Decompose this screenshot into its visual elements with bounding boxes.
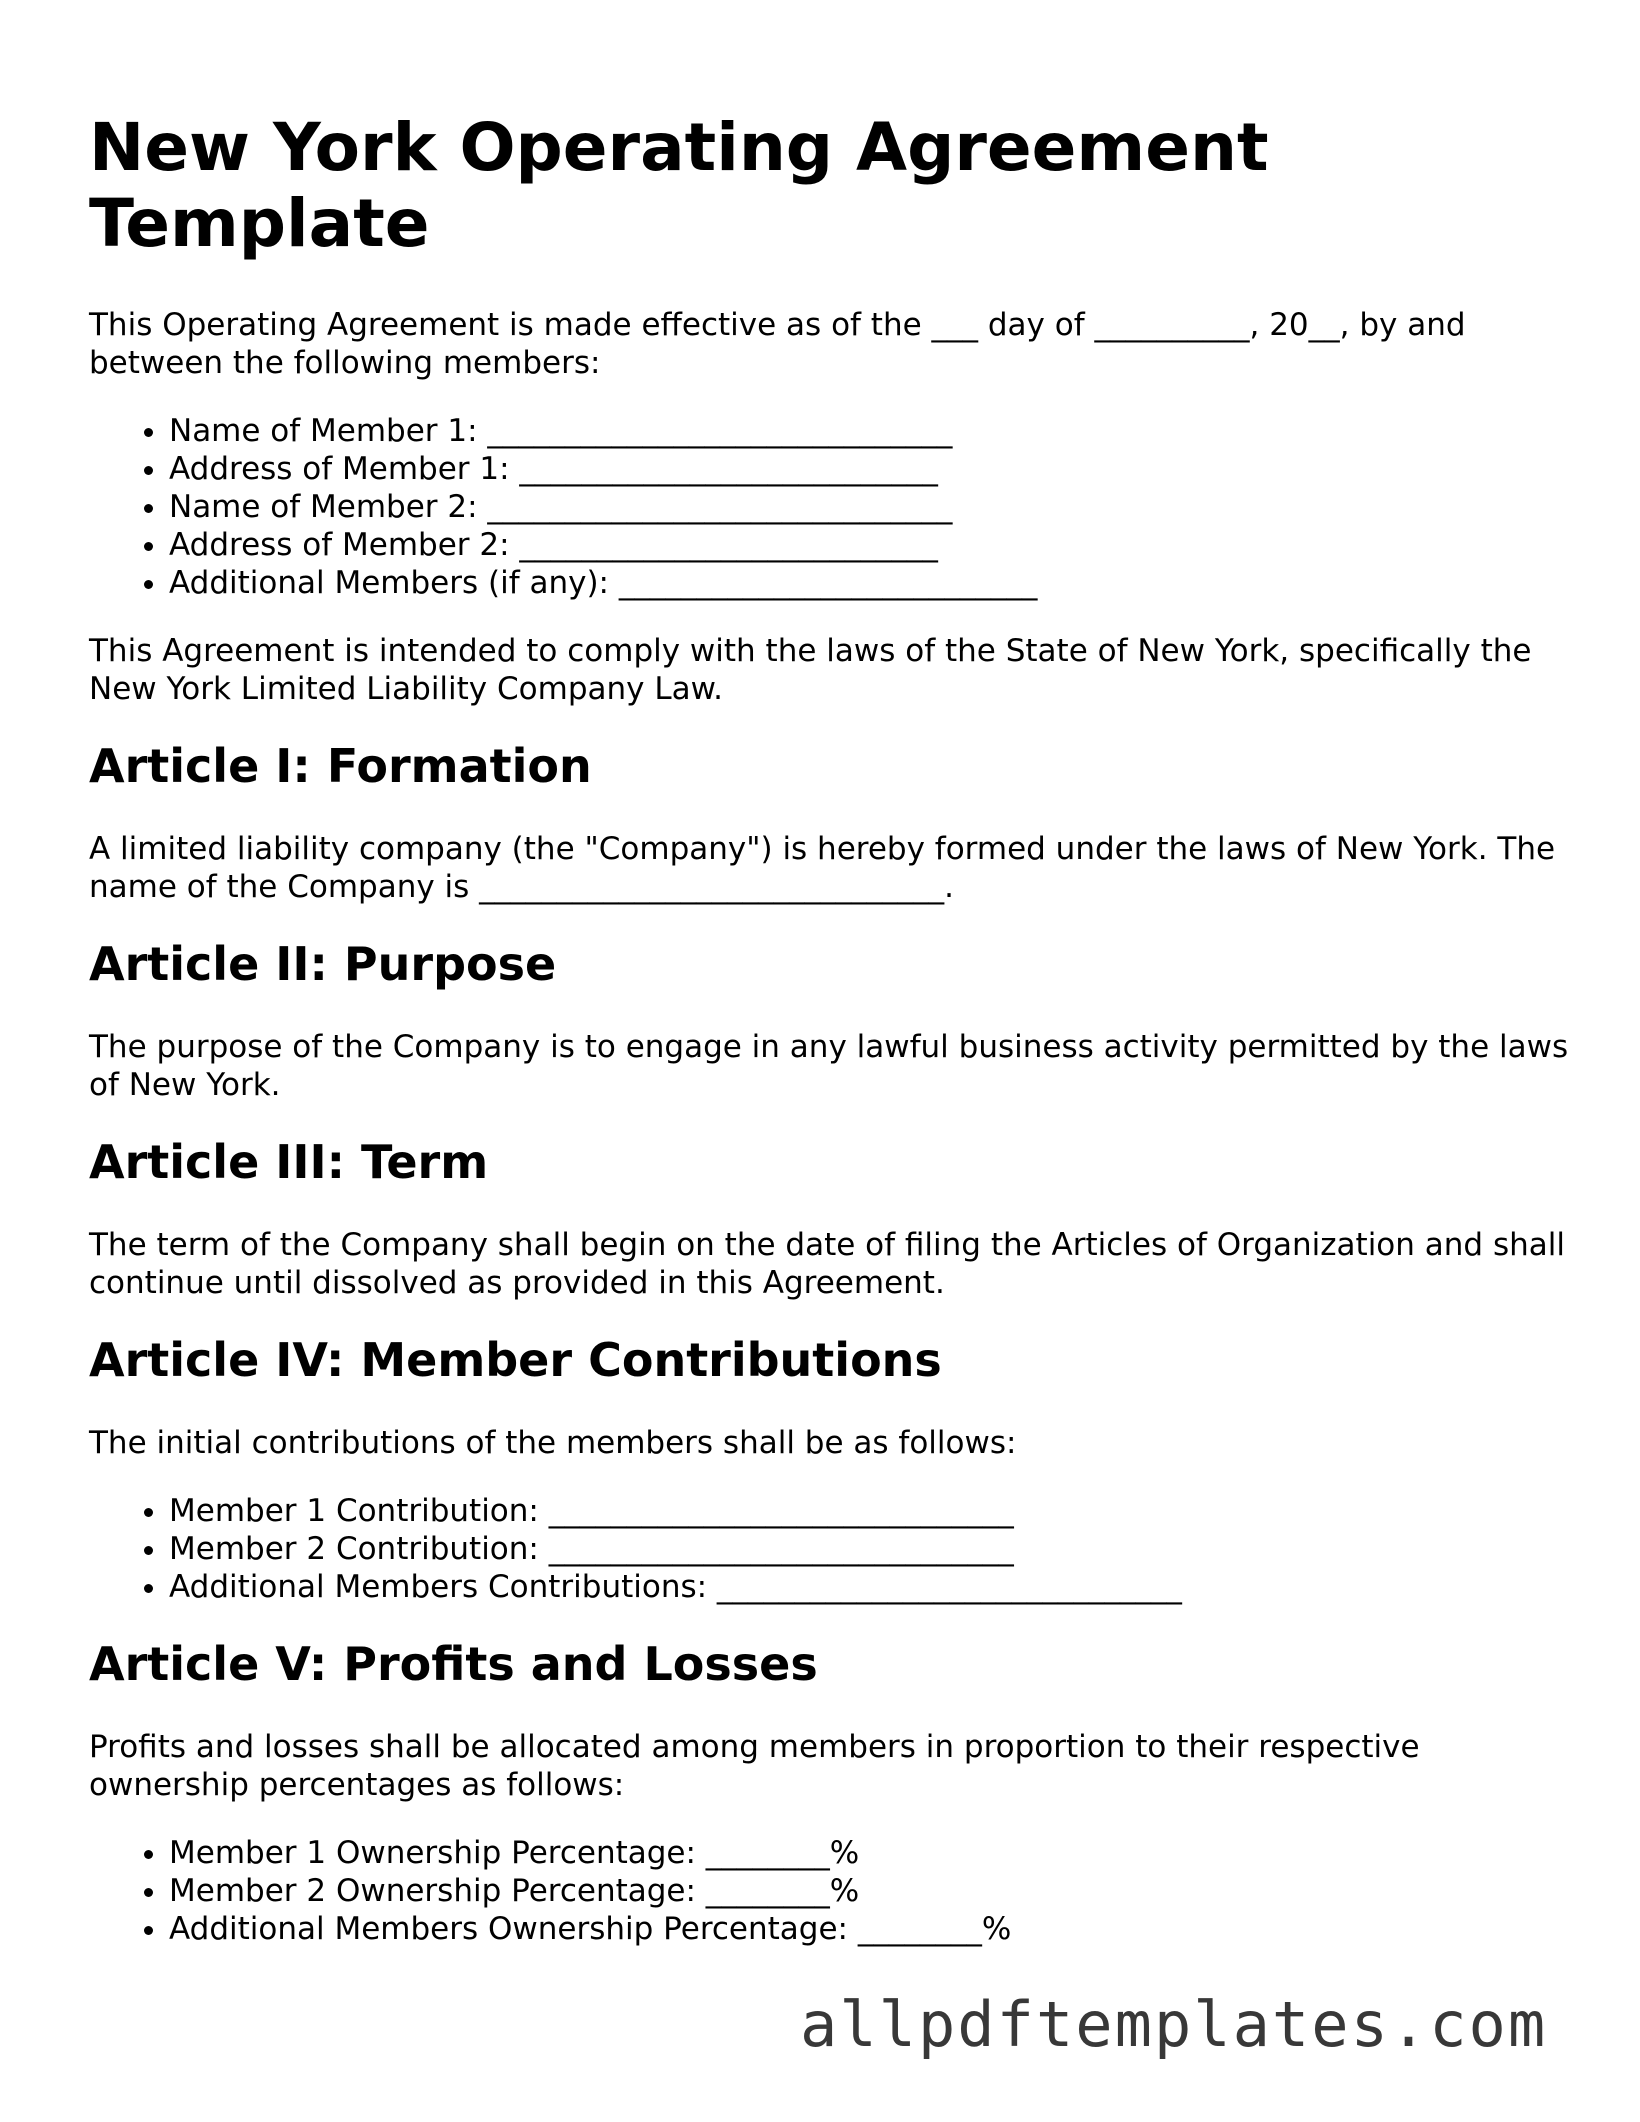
list-item: • Member 2 Contribution: ______________________________ bbox=[169, 1530, 1569, 1568]
article-3-heading: Article III: Term bbox=[89, 1135, 489, 1189]
article-3-body: The term of the Company shall begin on the date of filing the Articles of Organization and shall continue until dissolved as provided in this Agreement. bbox=[89, 1227, 1565, 1301]
list-item: • Name of Member 2: ______________________________ bbox=[169, 488, 1569, 526]
list-item: • Member 1 Contribution: ______________________________ bbox=[169, 1492, 1569, 1530]
article-2-body: The purpose of the Company is to engage in any lawful business activity permitted by the laws of New York. bbox=[89, 1029, 1569, 1103]
article-5-body: Profits and losses shall be allocated among members in proportion to their respective ownership percentages as follows: bbox=[89, 1729, 1420, 1803]
article-4-heading: Article IV: Member Contributions bbox=[89, 1333, 942, 1387]
ownership-list bbox=[89, 1834, 1569, 1948]
list-item: • Member 2 Ownership Percentage: ________% bbox=[169, 1872, 1569, 1910]
article-1-body: A limited liability company (the "Company") is hereby formed under the laws of New York. The name of the Company is ______________________________. bbox=[89, 831, 1556, 905]
watermark: allpdftemplates.com bbox=[800, 1988, 1548, 2061]
article-1-heading: Article I: Formation bbox=[89, 739, 592, 793]
list-item: • Address of Member 2: ___________________________ bbox=[169, 526, 1569, 564]
document-page bbox=[89, 110, 1569, 1978]
intro-paragraph: This Operating Agreement is made effective as of the ___ day of __________, 20__, by and between the following members: bbox=[89, 307, 1466, 381]
members-list bbox=[89, 412, 1569, 602]
list-item: • Additional Members Ownership Percentage: ________% bbox=[169, 1910, 1569, 1948]
article-4-body: The initial contributions of the members shall be as follows: bbox=[89, 1425, 1017, 1461]
contributions-list bbox=[89, 1492, 1569, 1606]
list-item: • Additional Members Contributions: ______________________________ bbox=[169, 1568, 1569, 1606]
article-5-heading: Article V: Profits and Losses bbox=[89, 1637, 818, 1691]
compliance-paragraph: This Agreement is intended to comply with the laws of the State of New York, specifically the New York Limited Liability Company Law. bbox=[89, 633, 1532, 707]
list-item: • Additional Members (if any): ___________________________ bbox=[169, 564, 1569, 602]
list-item: • Member 1 Ownership Percentage: ________% bbox=[169, 1834, 1569, 1872]
document-title: New York Operating Agreement Template bbox=[89, 109, 1269, 262]
list-item: • Address of Member 1: ___________________________ bbox=[169, 450, 1569, 488]
list-item: • Name of Member 1: ______________________________ bbox=[169, 412, 1569, 450]
article-2-heading: Article II: Purpose bbox=[89, 937, 557, 991]
